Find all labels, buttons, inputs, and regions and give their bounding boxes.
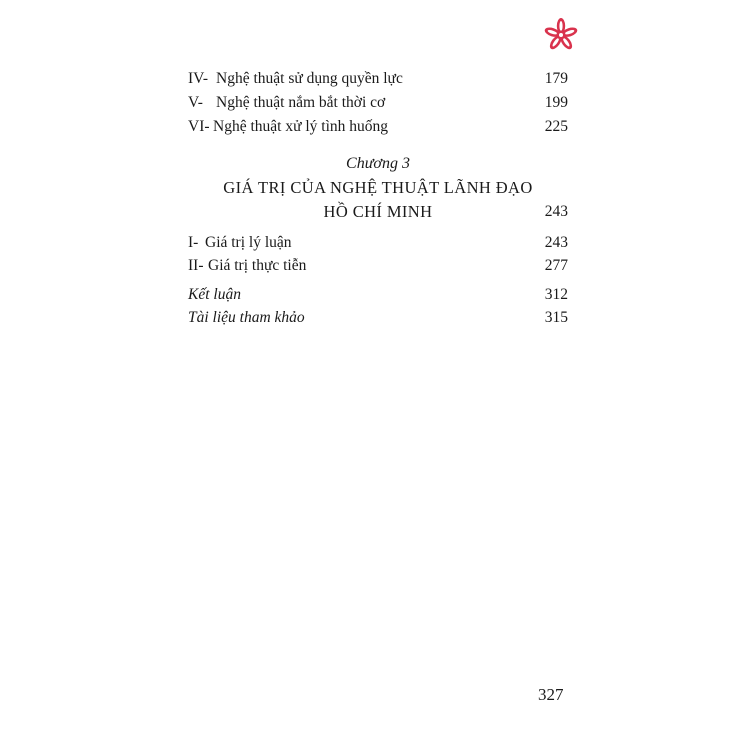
toc-entry (188, 116, 568, 138)
toc-entry-number: IV- (188, 70, 209, 87)
toc-entry-number: I- (188, 234, 199, 251)
toc-entry-page: 199 (544, 94, 568, 111)
toc-entry-title: Giá trị thực tiễn (208, 257, 307, 274)
toc-entry (188, 307, 568, 329)
toc-entry (188, 92, 568, 114)
toc-entry (188, 255, 568, 277)
toc-entry-page: 315 (544, 309, 568, 326)
toc-entry-title: Nghệ thuật sử dụng quyền lực (216, 70, 403, 87)
toc-entry-title: Tài liệu tham khảo (188, 309, 305, 326)
toc-entry-page: 179 (544, 70, 568, 87)
chapter-title-line1: GIÁ TRỊ CỦA NGHỆ THUẬT LÃNH ĐẠO (223, 178, 533, 197)
toc-entry-title: Kết luận (188, 286, 241, 303)
toc-entry (188, 68, 568, 90)
toc-entry-page: 225 (544, 118, 568, 135)
toc-entry-number: II- (188, 257, 204, 274)
toc-entry-page: 243 (544, 234, 568, 251)
toc-entry-page: 312 (544, 286, 568, 303)
toc-entry (188, 284, 568, 306)
toc-entry-number: V- (188, 94, 203, 111)
toc-entry (188, 232, 568, 254)
chapter-page: 243 (544, 203, 568, 220)
toc-entry-page: 277 (544, 257, 568, 274)
toc-entry-number: VI- (188, 118, 210, 135)
toc-entry-title: Nghệ thuật nắm bắt thời cơ (216, 94, 386, 111)
chapter-title-line2: HỒ CHÍ MINH (323, 202, 433, 221)
toc-entry-title: Giá trị lý luận (205, 234, 292, 251)
toc-entry-title: Nghệ thuật xử lý tình huống (213, 118, 389, 135)
chapter-label: Chương 3 (346, 155, 410, 172)
page-number: 327 (538, 685, 564, 704)
lotus-star-emblem-icon (544, 18, 578, 52)
